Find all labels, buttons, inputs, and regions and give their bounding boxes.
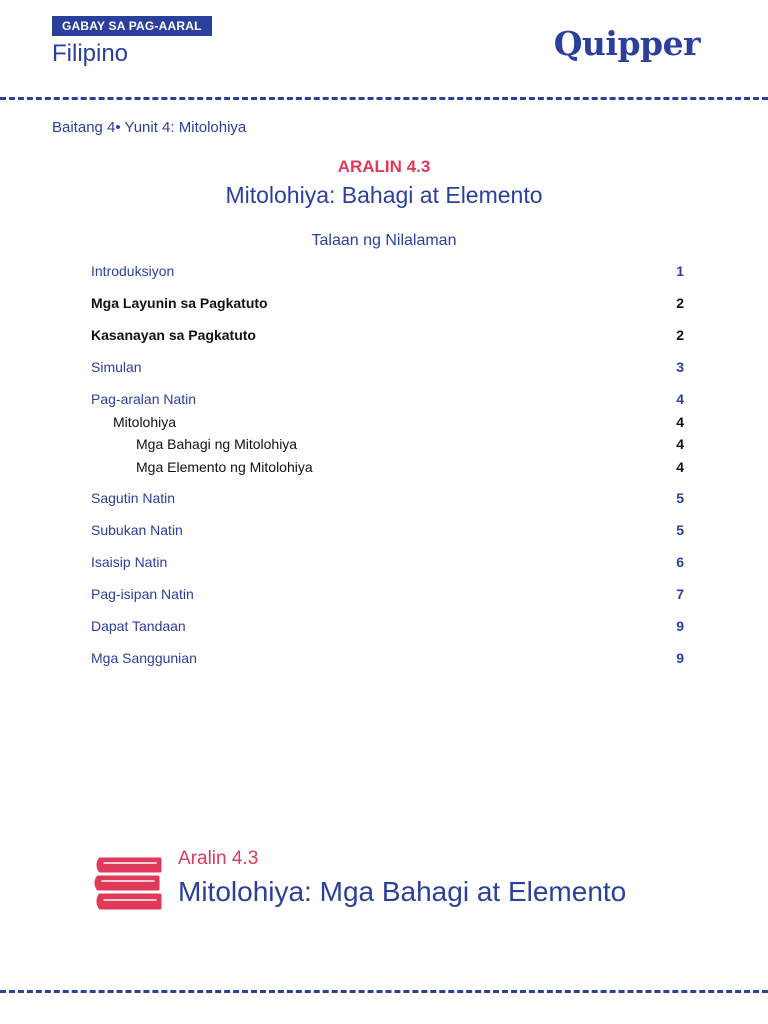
- toc-item-mga-sanggunian[interactable]: [91, 649, 684, 667]
- toc-item-page: 9: [676, 618, 684, 634]
- toc-item-page: 9: [676, 650, 684, 666]
- toc-item-page: 5: [676, 522, 684, 538]
- toc-item-label: Introduksiyon: [91, 263, 175, 279]
- lesson-tag: ARALIN 4.3: [337, 157, 431, 176]
- toc-item-introduksiyon[interactable]: [91, 262, 684, 280]
- toc-item-label: Pag-isipan Natin: [91, 586, 194, 602]
- toc-item-label: Mga Sanggunian: [91, 650, 197, 666]
- toc-item-label: Dapat Tandaan: [91, 618, 186, 634]
- toc-item-page: 1: [676, 263, 684, 279]
- toc-item-dapat-tandaan[interactable]: [91, 617, 684, 635]
- books-stack-icon: [94, 855, 164, 913]
- footer-divider: [0, 990, 768, 993]
- toc-item-pag-isipan-natin[interactable]: [91, 585, 684, 603]
- breadcrumb: Baitang 4• Yunit 4: Mitolohiya: [52, 119, 247, 136]
- toc-item-label: Mitolohiya: [113, 414, 177, 430]
- footer-lesson-tag: Aralin 4.3: [178, 848, 259, 869]
- toc-item-label: Sagutin Natin: [91, 490, 176, 506]
- toc-item-label: Pag-aralan Natin: [91, 391, 197, 407]
- toc-heading: Talaan ng Nilalaman: [311, 232, 457, 249]
- brand-logo: Quipper: [553, 24, 700, 63]
- toc-item-label: Subukan Natin: [91, 522, 183, 538]
- footer-lesson-title: Mitolohiya: Mga Bahagi at Elemento: [178, 876, 627, 907]
- toc-item-label: Mga Layunin sa Pagkatuto: [91, 295, 268, 311]
- toc-item-page: 4: [676, 436, 684, 452]
- toc-item-label: Mga Elemento ng Mitolohiya: [136, 459, 313, 475]
- toc-subitem-mga-bahagi[interactable]: [136, 435, 684, 453]
- lesson-title: Mitolohiya: Bahagi at Elemento: [225, 182, 543, 208]
- header-divider: [0, 97, 768, 100]
- toc-item-subukan-natin[interactable]: [91, 521, 684, 539]
- toc-item-page: 5: [676, 490, 684, 506]
- toc-item-page: 7: [676, 586, 684, 602]
- guide-badge: GABAY SA PAG-AARAL: [52, 16, 212, 36]
- toc-item-page: 2: [676, 295, 684, 311]
- toc-subitem-mga-elemento[interactable]: [136, 458, 684, 476]
- toc-item-page: 4: [676, 391, 684, 407]
- toc-item-label: Isaisip Natin: [91, 554, 168, 570]
- toc-item-isaisip-natin[interactable]: [91, 553, 684, 571]
- toc-item-label: Kasanayan sa Pagkatuto: [91, 327, 256, 343]
- toc-item-page: 6: [676, 554, 684, 570]
- toc-item-label: Mga Bahagi ng Mitolohiya: [136, 436, 298, 452]
- toc-item-pag-aralan-natin[interactable]: [91, 390, 684, 408]
- subject-title: Filipino: [52, 40, 129, 67]
- toc-item-page: 2: [676, 327, 684, 343]
- toc-item-page: 4: [676, 459, 684, 475]
- toc-item-sagutin-natin[interactable]: [91, 489, 684, 507]
- toc-item-kasanayan[interactable]: [91, 326, 684, 344]
- toc-subitem-mitolohiya[interactable]: [113, 413, 684, 431]
- toc-item-page: 3: [676, 359, 684, 375]
- toc-item-label: Simulan: [91, 359, 142, 375]
- toc-item-simulan[interactable]: [91, 358, 684, 376]
- toc-item-page: 4: [676, 414, 684, 430]
- toc-item-mga-layunin[interactable]: [91, 294, 684, 312]
